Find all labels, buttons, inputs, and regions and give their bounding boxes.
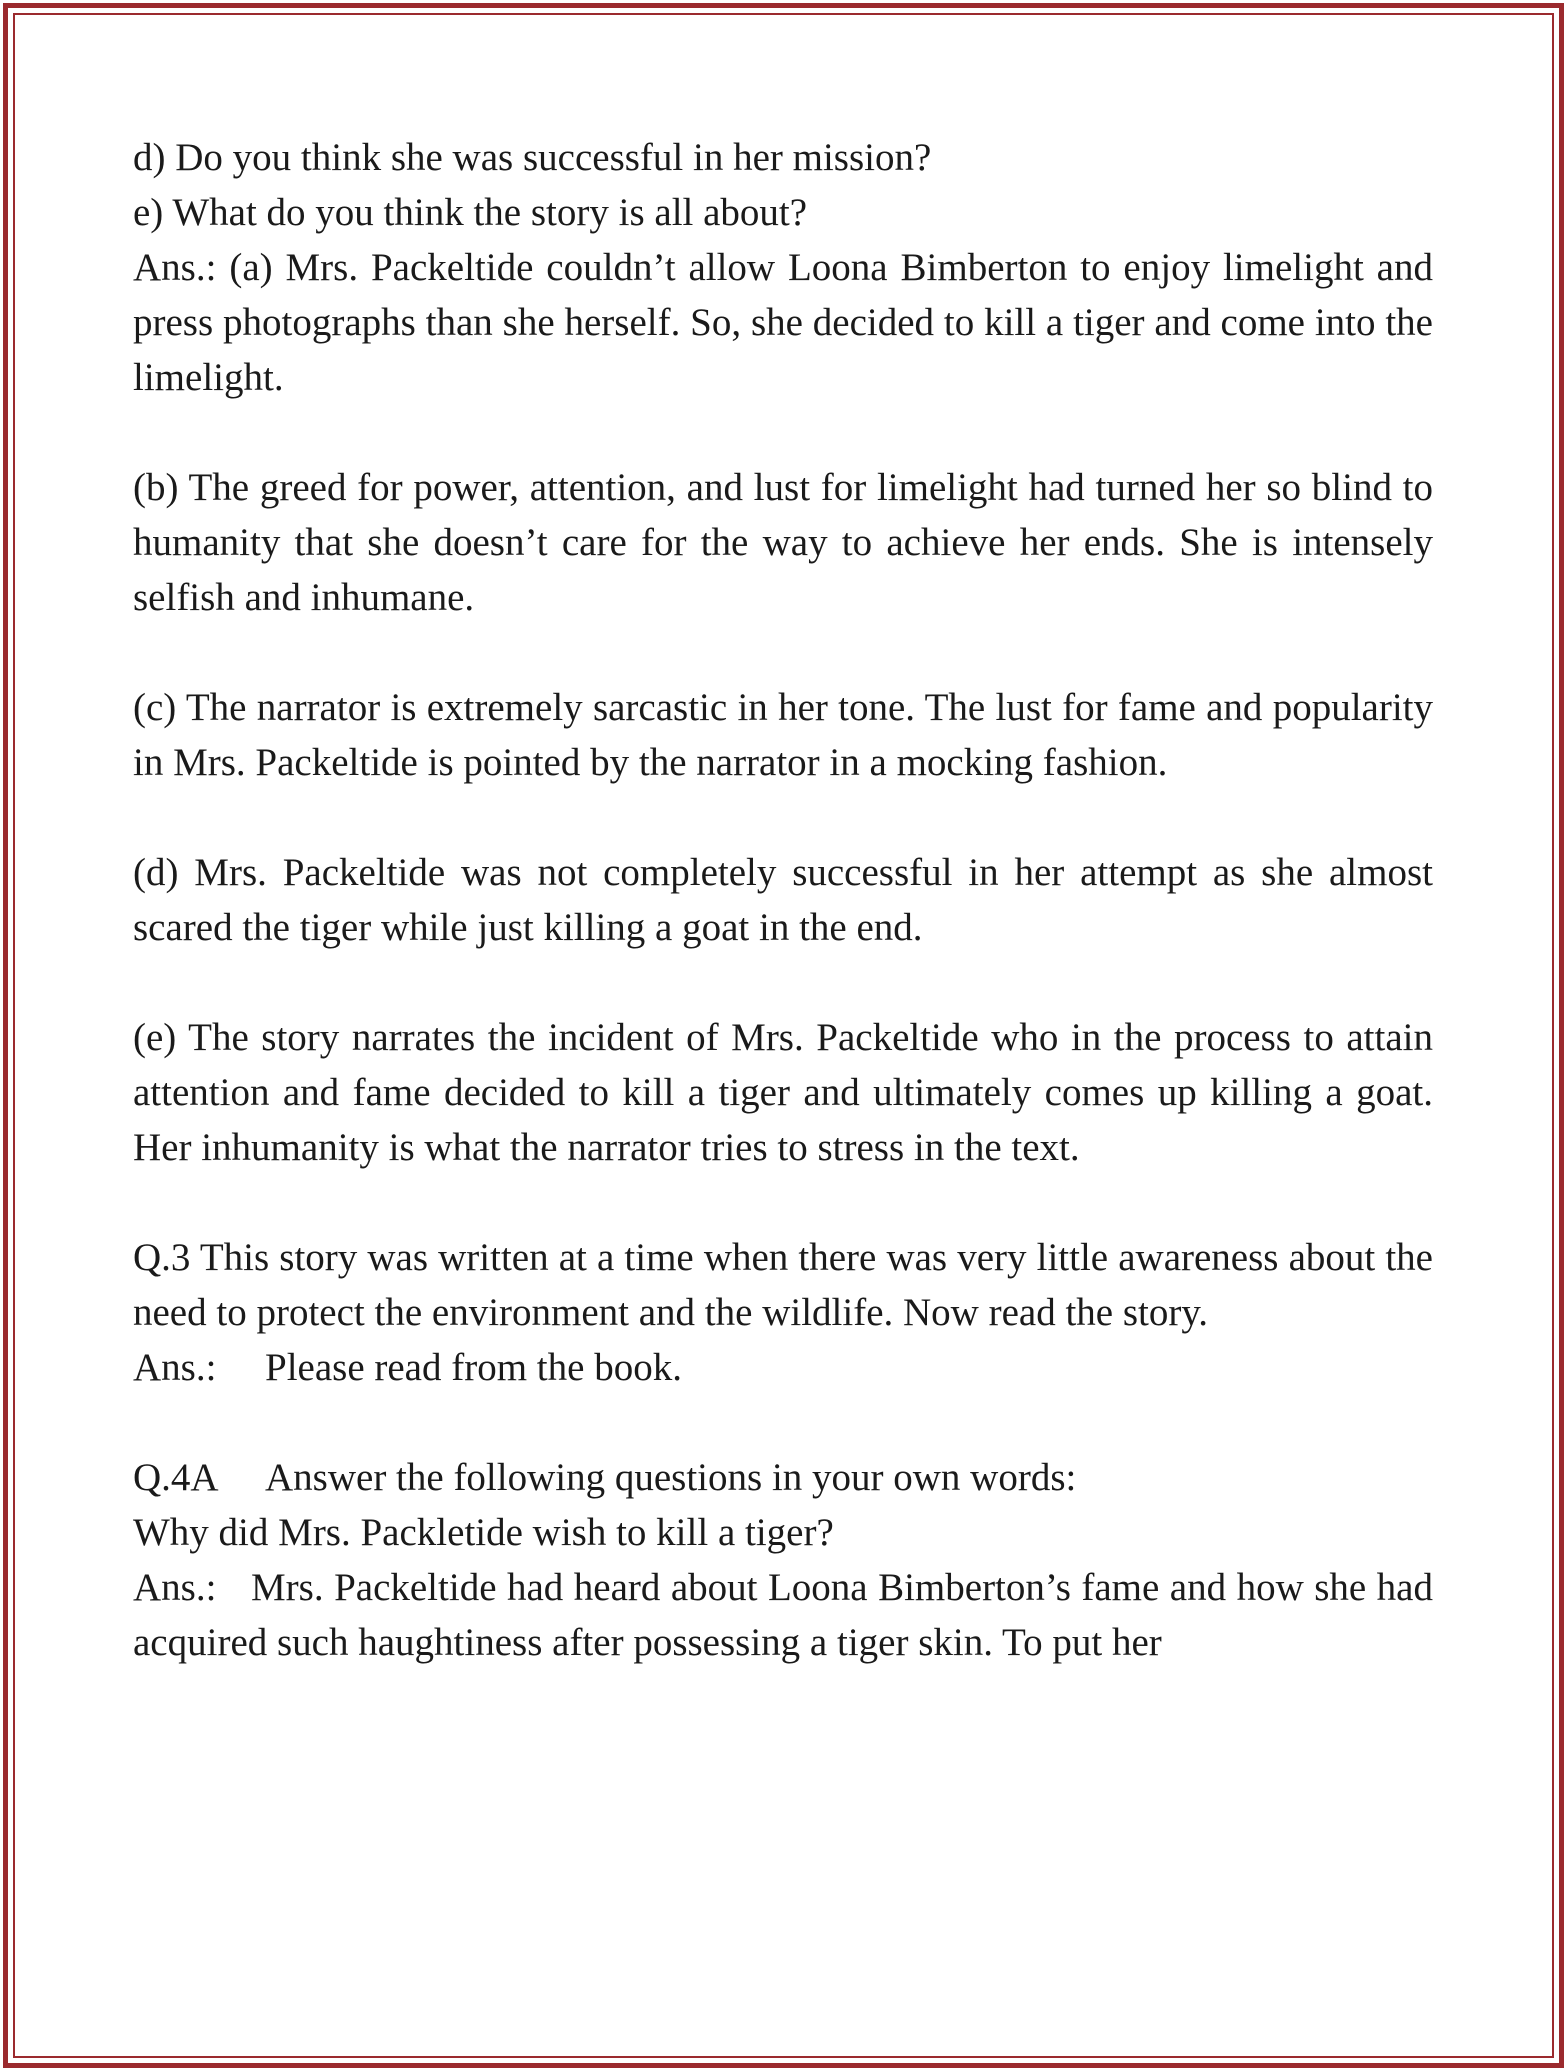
answer-e: (e) The story narrates the incident of Mrs. Packeltide who in the process to attain attention and fame decided to kill a tiger and ultimately comes up killing a goat. Her inhumanity is what the narrator tries to stress in the text. (133, 1016, 1433, 1169)
answer-label: Ans.: (133, 246, 217, 289)
paragraph-gap (133, 625, 1433, 680)
answer-3 (133, 1340, 1433, 1395)
question-4a-label: Q.4A (133, 1456, 219, 1499)
document-body (133, 130, 1433, 1670)
question-4a: Why did Mrs. Packletide wish to kill a tiger? (133, 1511, 834, 1554)
answer-c: (c) The narrator is extremely sarcastic in her tone. The lust for fame and popularity in Mrs. Packeltide is pointed by the narrator in a mocking fashion. (133, 686, 1433, 784)
question-4a-heading (133, 1450, 1433, 1505)
answer-a-text: (a) Mrs. Packeltide couldn’t allow Loona Bimberton to enjoy limelight and press photographs than she herself. So, she decided to kill a tiger and come into the limelight. (133, 246, 1433, 399)
question-e: e) What do you think the story is all about? (133, 191, 808, 234)
paragraph-gap (133, 1395, 1433, 1450)
paragraph-gap (133, 405, 1433, 460)
paragraph-gap (133, 1175, 1433, 1230)
answer-label: Ans.: (133, 1346, 217, 1389)
question-d: d) Do you think she was successful in her mission? (133, 136, 932, 179)
answer-b: (b) The greed for power, attention, and lust for limelight had turned her so blind to humanity that she doesn’t care for the way to achieve her ends. She is intensely selfish and inhumane. (133, 466, 1433, 619)
question-3: Q.3 This story was written at a time when there was very little awareness about the need to protect the environment and the wildlife. Now read the story. (133, 1236, 1433, 1334)
answer-3-text: Please read from the book. (265, 1346, 682, 1389)
paragraph-gap (133, 790, 1433, 845)
paragraph-gap (133, 955, 1433, 1010)
answer-a (133, 240, 1433, 405)
answer-label: Ans.: (133, 1566, 217, 1609)
answer-4a (133, 1560, 1433, 1670)
answer-4a-text: Mrs. Packeltide had heard about Loona Bimberton’s fame and how she had acquired such haughtiness after possessing a tiger skin. To put her (133, 1566, 1433, 1664)
answer-d: (d) Mrs. Packeltide was not completely successful in her attempt as she almost scared the tiger while just killing a goat in the end. (133, 851, 1433, 949)
question-4a-instruction: Answer the following questions in your own words: (265, 1456, 1077, 1499)
